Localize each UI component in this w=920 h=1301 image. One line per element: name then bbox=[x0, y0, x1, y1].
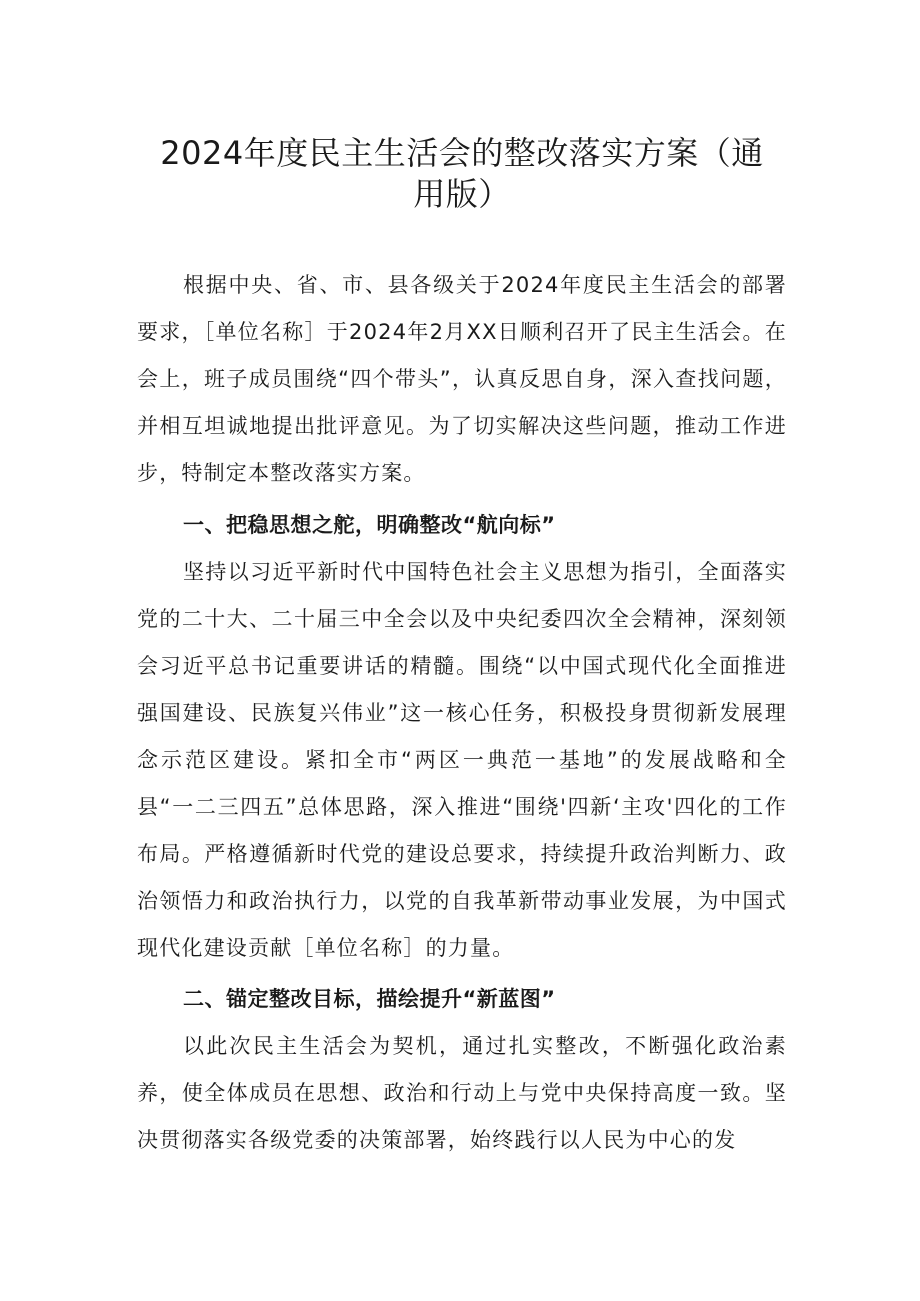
section-heading-1: 一、把稳思想之舵，明确整改“航向标” bbox=[183, 513, 556, 537]
intro-paragraph: 根据中央、省、市、县各级关于2024年度民主生活会的部署要求，［单位名称］于2024年2月XX日顺利召开了民主生活会。在会上，班子成员围绕“四个带头”，认真反思自身，深入查找问题，并相互坦诚地提出批评意见。为了切实解决这些问题，推动工作进步，特制定本整改落实方案。 bbox=[137, 273, 787, 485]
document-title-line-1: 2024年度民主生活会的整改落实方案（通 bbox=[160, 134, 764, 172]
section-2-paragraph: 以此次民主生活会为契机，通过扎实整改，不断强化政治素养，使全体成员在思想、政治和行动上与党中央保持高度一致。坚决贯彻落实各级党委的决策部署，始终践行以人民为中心的发 bbox=[137, 1034, 787, 1152]
section-1-paragraph: 坚持以习近平新时代中国特色社会主义思想为指引，全面落实党的二十大、二十届三中全会以及中央纪委四次全会精神，深刻领会习近平总书记重要讲话的精髓。围绕“以中国式现代化全面推进强国建设、民族复兴伟业”这一核心任务，积极投身贯彻新发展理念示范区建设。紧扣全市“两区一典范一基地”的发展战略和全县“一二三四五”总体思路，深入推进“围绕'四新‘主攻'四化的工作布局。严格遵循新时代党的建设总要求，持续提升政治判断力、政治领悟力和政治执行力，以党的自我革新带动事业发展，为中国式现代化建设贡献［单位名称］的力量。 bbox=[137, 560, 787, 960]
document-title-line-2: 用版） bbox=[413, 175, 511, 213]
section-heading-2: 二、锚定整改目标，描绘提升“新蓝图” bbox=[183, 987, 556, 1011]
